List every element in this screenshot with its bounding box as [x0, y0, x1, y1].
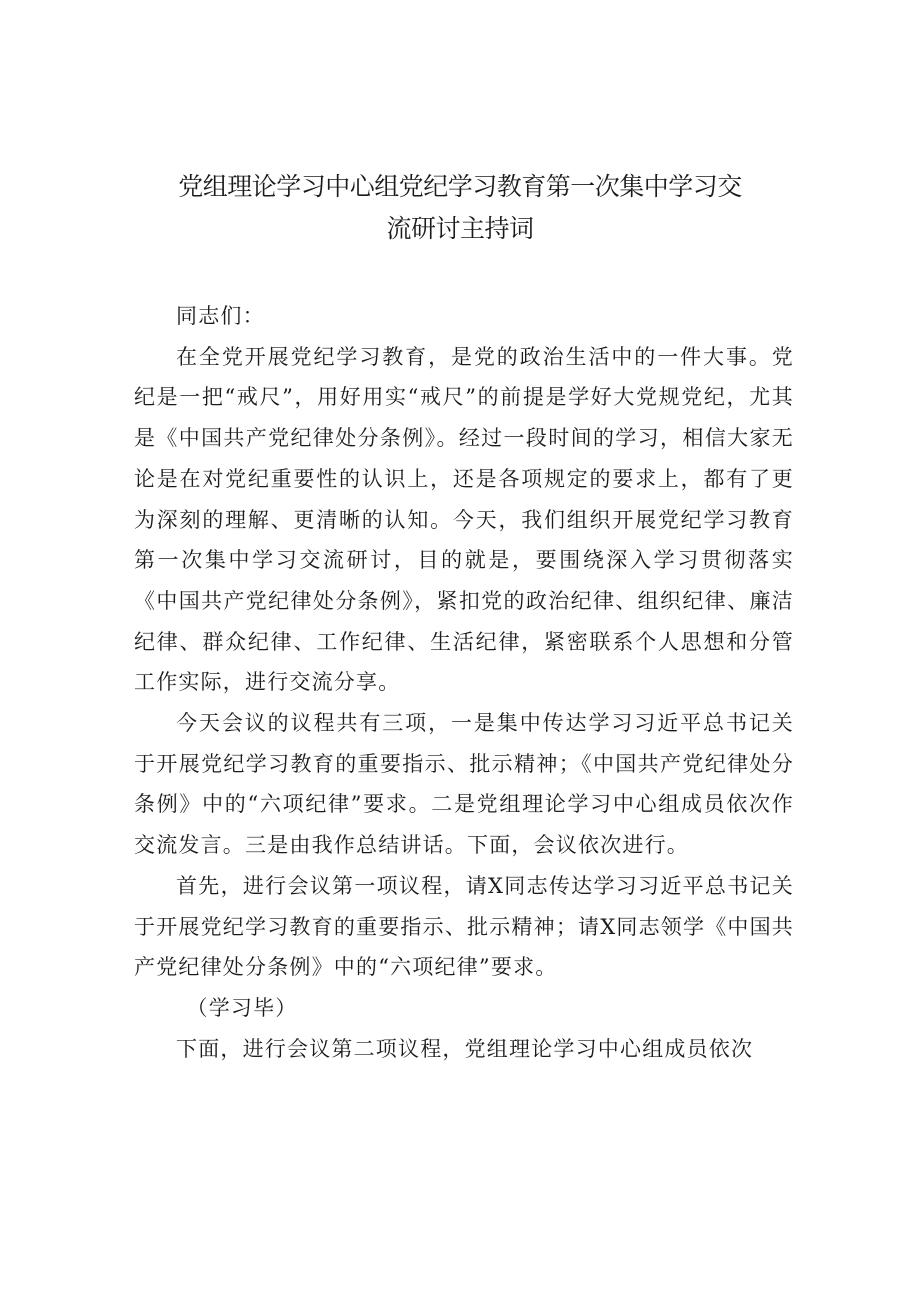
paragraph-intro: 在全党开展党纪学习教育，是党的政治生活中的一件大事。党纪是一把“戒尺”，用好用实“戒尺”的前提是学好大党规党纪，尤其是《中国共产党纪律处分条例》。经过一段时间的学习，相信大家无论是在对党纪重要性的认识上，还是各项规定的要求上，都有了更为深刻的理解、更清晰的认知。今天，我们组织开展党纪学习教育第一次集中学习交流研讨，目的就是，要围绕深入学习贯彻落实《中国共产党纪律处分条例》，紧扣党的政治纪律、组织纪律、廉洁纪律、群众纪律、工作纪律、生活纪律，紧密联系个人思想和分管工作实际，进行交流分享。 — [134, 344, 794, 695]
document-title — [0, 166, 920, 250]
document-body — [134, 296, 794, 1069]
title-line-1: 党组理论学习中心组党纪学习教育第一次集中学习交 — [178, 172, 742, 201]
paragraph-first-item: 首先，进行会议第一项议程，请X同志传达学习习近平总书记关于开展党纪学习教育的重要指示、批示精神；请X同志领学《中国共产党纪律处分条例》中的“六项纪律”要求。 — [134, 873, 794, 980]
study-note: （学习毕） — [186, 995, 298, 1020]
title-line-2: 流研讨主持词 — [386, 214, 534, 243]
salutation: 同志们： — [176, 304, 265, 328]
paragraph-agenda: 今天会议的议程共有三项，一是集中传达学习习近平总书记关于开展党纪学习教育的重要指示、批示精神；《中国共产党纪律处分条例》中的“六项纪律”要求。二是党组理论学习中心组成员依次作交流发言。三是由我作总结讲话。下面，会议依次进行。 — [134, 711, 794, 858]
paragraph-second-item: 下面，进行会议第二项议程，党组理论学习中心组成员依次 — [176, 1036, 754, 1061]
